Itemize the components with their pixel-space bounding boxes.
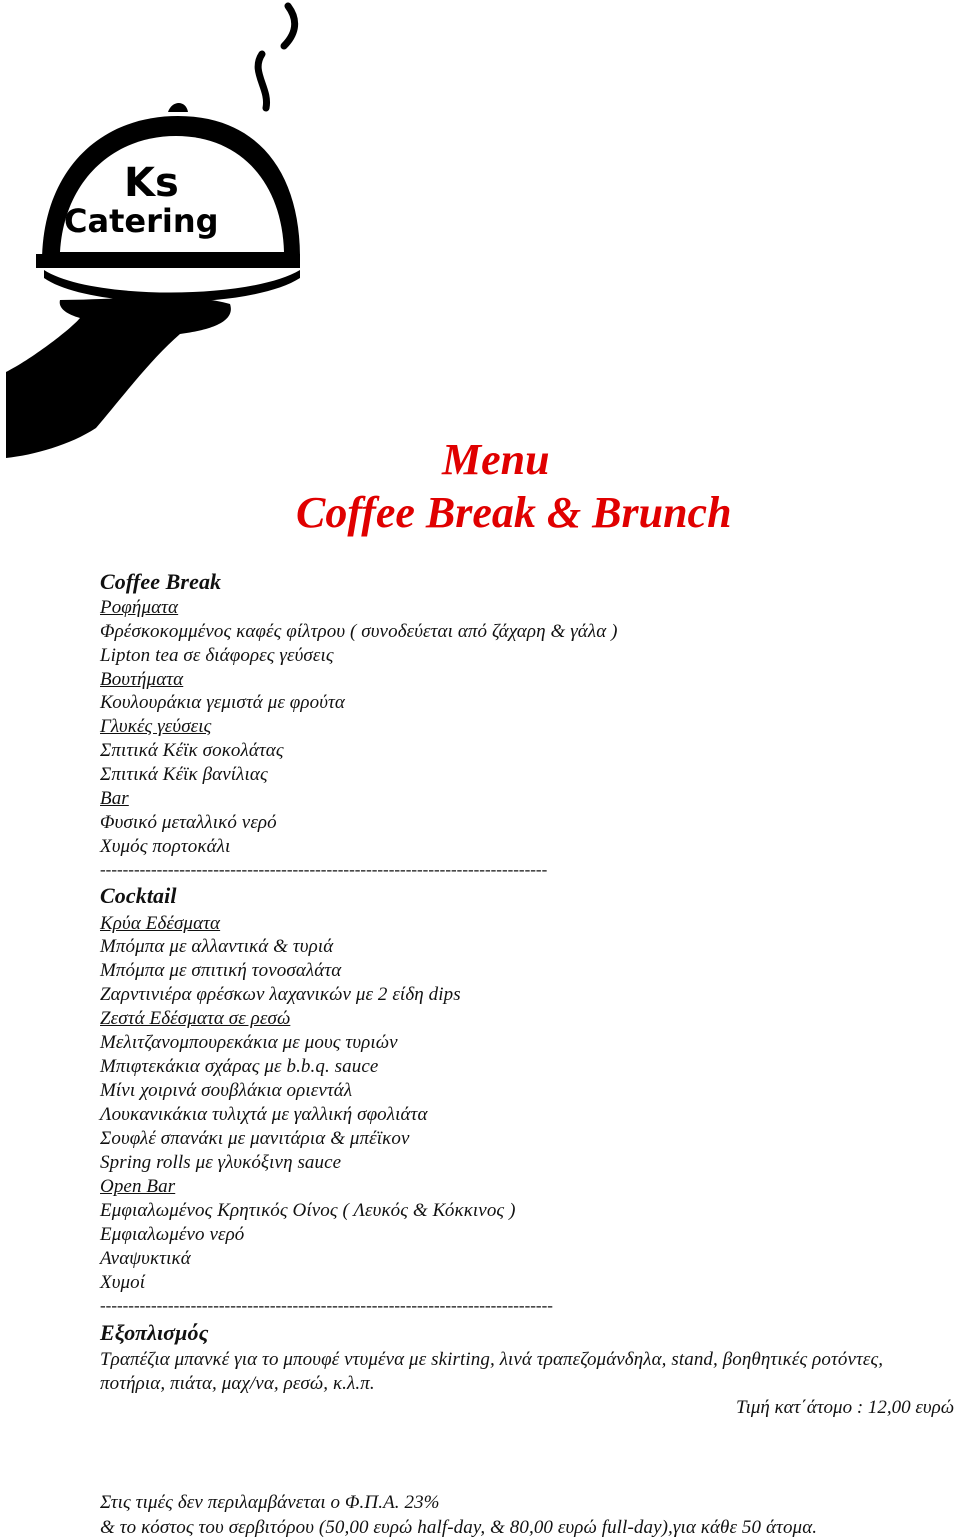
menu-item: Τραπέζια μπανκέ για το μπουφέ ντυμένα με skirting, λινά τραπεζομάνδηλα, stand, βοηθητικές ροτόντες, [100, 1349, 884, 1370]
steam-icon [284, 6, 295, 46]
menu-item: Αναψυκτικά [100, 1248, 191, 1269]
title-menu: Menu [442, 435, 550, 484]
menu-item: Λουκανικάκια τυλιχτά με γαλλική σφολιάτα [100, 1104, 428, 1125]
menu-item: Μίνι χοιρινά σουβλάκια οριεντάλ [100, 1080, 353, 1101]
subsection-heading: Open Bar [100, 1176, 176, 1197]
menu-item: Σπιτικά Κέϊκ βανίλιας [100, 764, 268, 785]
menu-item: Μπιφτεκάκια σχάρας με b.b.q. sauce [100, 1056, 379, 1077]
logo-text-catering: Catering [64, 202, 219, 240]
menu-item: Φρέσκοκομμένος καφές φίλτρου ( συνοδεύεται από ζάχαρη & γάλα ) [100, 621, 618, 642]
subsection-heading: Γλυκές γεύσεις [100, 716, 212, 737]
subsection-heading: Ροφήματα [100, 597, 179, 618]
menu-item: Χυμοί [100, 1272, 146, 1293]
logo-text-ks: Ks [124, 160, 179, 206]
menu-item: Μπόμπα με αλλαντικά & τυριά [100, 936, 334, 957]
subsection-heading: Βουτήματα [100, 669, 184, 690]
separator: ------------------------------------------------------------------------------- [100, 860, 548, 879]
section-heading: Εξοπλισμός [100, 1320, 209, 1345]
menu-item: Ζαρντινιέρα φρέσκων λαχανικών με 2 είδη dips [100, 984, 461, 1005]
menu-item: Κουλουράκια γεμιστά με φρούτα [100, 692, 345, 713]
section-heading: Cocktail [100, 883, 177, 908]
menu-item: Σουφλέ σπανάκι με μανιτάρια & μπέϊκον [100, 1128, 410, 1149]
menu-item: ποτήρια, πιάτα, μαχ/να, ρεσώ, κ.λ.π. [100, 1373, 375, 1394]
footer-vat-note: Στις τιμές δεν περιλαμβάνεται ο Φ.Π.Α. 23% [100, 1492, 440, 1513]
subsection-heading: Bar [100, 788, 129, 809]
menu-item: Εμφιαλωμένο νερό [100, 1224, 245, 1245]
menu-item: Lipton tea σε διάφορες γεύσεις [100, 645, 334, 666]
menu-item: Εμφιαλωμένος Κρητικός Οίνος ( Λευκός & Κόκκινος ) [100, 1200, 516, 1221]
ks-catering-logo [0, 0, 300, 460]
separator: -------------------------------------------------------------------------------- [100, 1296, 553, 1315]
menu-item: Σπιτικά Κέϊκ σοκολάτας [100, 740, 284, 761]
menu-item: Χυμός πορτοκάλι [100, 836, 231, 857]
subsection-heading: Ζεστά Εδέσματα σε ρεσώ [100, 1008, 291, 1029]
menu-item: Φυσικό μεταλλικό νερό [100, 812, 277, 833]
subsection-heading: Κρύα Εδέσματα [100, 913, 221, 934]
menu-item: Μπόμπα με σπιτική τονοσαλάτα [100, 960, 342, 981]
footer-waiter-cost: & το κόστος του σερβιτόρου (50,00 ευρώ half-day, & 80,00 ευρώ full-day),για κάθε 50 άτομα. [100, 1517, 818, 1538]
hand-icon [6, 297, 231, 458]
price-per-person: Τιμή κατ΄άτομο : 12,00 ευρώ [736, 1397, 954, 1418]
section-heading: Coffee Break [100, 569, 222, 594]
menu-item: Spring rolls με γλυκόξινη sauce [100, 1152, 342, 1173]
title-coffee-break-brunch: Coffee Break & Brunch [296, 488, 732, 537]
menu-item: Μελιτζανομπουρεκάκια με μους τυριών [100, 1032, 398, 1053]
